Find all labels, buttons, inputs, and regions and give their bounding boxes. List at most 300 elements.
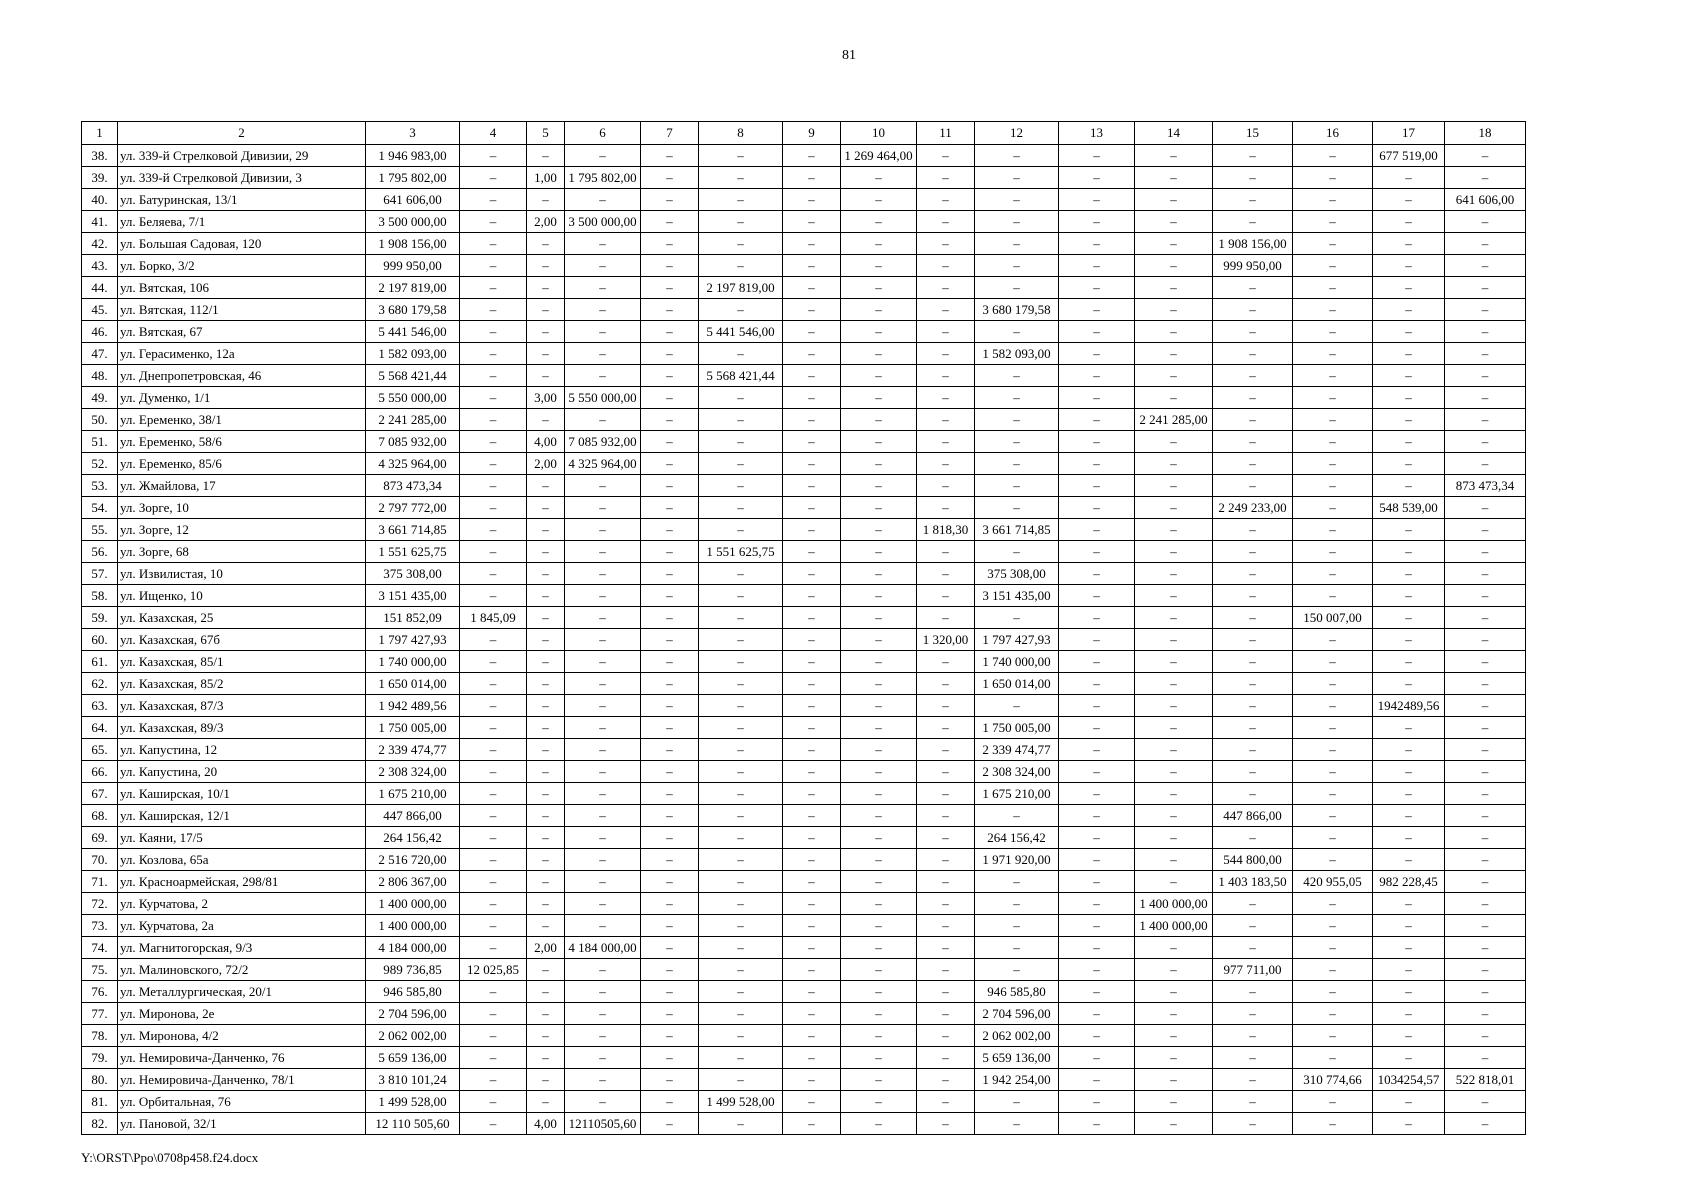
table-cell: 1 551 625,75 [366, 541, 460, 563]
address-cell: ул. Казахская, 87/3 [118, 695, 366, 717]
table-cell: 5 441 546,00 [366, 321, 460, 343]
table-cell: – [783, 321, 841, 343]
table-row [82, 409, 1526, 431]
table-cell: – [460, 233, 527, 255]
table-cell: – [783, 1025, 841, 1047]
table-cell: – [1059, 871, 1135, 893]
table-cell: – [1059, 475, 1135, 497]
table-cell: – [699, 695, 783, 717]
table-cell: – [699, 1069, 783, 1091]
table-cell: – [1135, 761, 1213, 783]
table-row [82, 717, 1526, 739]
table-cell: 1 971 920,00 [975, 849, 1059, 871]
table-cell: – [565, 255, 641, 277]
table-cell: – [699, 673, 783, 695]
table-cell: – [641, 981, 699, 1003]
table-cell: – [1213, 695, 1293, 717]
table-cell: – [1059, 893, 1135, 915]
table-cell: – [841, 893, 917, 915]
table-cell: – [1445, 761, 1526, 783]
table-cell: – [1135, 453, 1213, 475]
table-cell: – [1373, 233, 1445, 255]
table-cell: – [699, 783, 783, 805]
address-cell: ул. Красноармейская, 298/81 [118, 871, 366, 893]
data-table [81, 121, 1526, 1135]
table-cell: – [699, 761, 783, 783]
table-cell: – [1059, 915, 1135, 937]
table-cell: – [1445, 233, 1526, 255]
table-cell: – [1373, 1003, 1445, 1025]
table-cell: – [1213, 321, 1293, 343]
table-cell: 82. [82, 1113, 118, 1135]
table-cell: – [1213, 893, 1293, 915]
table-cell: – [527, 563, 565, 585]
table-cell: – [1293, 717, 1373, 739]
table-cell: 641 606,00 [366, 189, 460, 211]
table-cell: – [917, 365, 975, 387]
table-cell: – [1445, 981, 1526, 1003]
table-cell: 447 866,00 [366, 805, 460, 827]
table-cell: – [1059, 761, 1135, 783]
table-cell: – [783, 1069, 841, 1091]
table-cell: – [460, 541, 527, 563]
table-cell: – [1213, 475, 1293, 497]
address-cell: ул. Зорге, 12 [118, 519, 366, 541]
table-cell: – [841, 519, 917, 541]
table-cell: – [699, 805, 783, 827]
column-header: 11 [917, 122, 975, 145]
table-cell: – [783, 343, 841, 365]
table-cell: – [565, 541, 641, 563]
table-cell: 2 339 474,77 [366, 739, 460, 761]
table-cell: – [975, 409, 1059, 431]
table-cell: – [699, 431, 783, 453]
table-cell: 989 736,85 [366, 959, 460, 981]
table-cell: – [1135, 717, 1213, 739]
table-cell: – [527, 321, 565, 343]
table-cell: – [565, 871, 641, 893]
table-cell: 1 908 156,00 [366, 233, 460, 255]
table-cell: 68. [82, 805, 118, 827]
table-cell: – [699, 893, 783, 915]
table-cell: – [641, 321, 699, 343]
table-cell: 38. [82, 145, 118, 167]
table-cell: – [699, 629, 783, 651]
table-cell: – [1059, 673, 1135, 695]
table-cell: – [1373, 431, 1445, 453]
table-cell: – [841, 629, 917, 651]
table-cell: – [1059, 1003, 1135, 1025]
table-cell: – [460, 167, 527, 189]
table-row [82, 321, 1526, 343]
table-cell: – [917, 607, 975, 629]
column-header: 4 [460, 122, 527, 145]
table-cell: – [527, 827, 565, 849]
table-cell: – [1059, 497, 1135, 519]
table-cell: – [841, 783, 917, 805]
table-cell: – [527, 893, 565, 915]
table-cell: 1 320,00 [917, 629, 975, 651]
table-row [82, 519, 1526, 541]
table-cell: – [460, 299, 527, 321]
table-cell: – [641, 497, 699, 519]
table-row [82, 563, 1526, 585]
table-cell: 1 818,30 [917, 519, 975, 541]
table-cell: – [641, 915, 699, 937]
table-cell: – [699, 475, 783, 497]
table-row [82, 211, 1526, 233]
column-header: 9 [783, 122, 841, 145]
table-cell: – [1293, 915, 1373, 937]
table-cell: 544 800,00 [1213, 849, 1293, 871]
table-cell: – [1373, 981, 1445, 1003]
table-cell: 1034254,57 [1373, 1069, 1445, 1091]
table-cell: – [1135, 695, 1213, 717]
table-cell: 62. [82, 673, 118, 695]
table-cell: – [641, 167, 699, 189]
table-cell: 1 400 000,00 [1135, 893, 1213, 915]
table-cell: – [641, 277, 699, 299]
table-cell: – [783, 255, 841, 277]
table-cell: – [917, 233, 975, 255]
table-cell: 5 659 136,00 [366, 1047, 460, 1069]
table-cell: – [460, 585, 527, 607]
table-cell: – [460, 761, 527, 783]
table-cell: 64. [82, 717, 118, 739]
table-cell: – [527, 1047, 565, 1069]
table-cell: – [460, 1003, 527, 1025]
table-cell: – [917, 981, 975, 1003]
table-cell: 61. [82, 651, 118, 673]
table-cell: – [460, 321, 527, 343]
table-cell: – [841, 475, 917, 497]
table-cell: – [565, 651, 641, 673]
table-cell: – [1445, 1091, 1526, 1113]
table-cell: – [699, 409, 783, 431]
table-cell: – [917, 255, 975, 277]
table-cell: – [841, 299, 917, 321]
table-cell: – [1293, 365, 1373, 387]
address-cell: ул. Еременко, 85/6 [118, 453, 366, 475]
table-cell: – [841, 1003, 917, 1025]
table-cell: – [699, 497, 783, 519]
table-cell: – [527, 255, 565, 277]
table-cell: – [641, 651, 699, 673]
table-cell: – [975, 893, 1059, 915]
table-cell: – [699, 563, 783, 585]
table-cell: – [841, 739, 917, 761]
table-cell: 447 866,00 [1213, 805, 1293, 827]
table-cell: – [1059, 409, 1135, 431]
table-row [82, 629, 1526, 651]
table-cell: – [917, 321, 975, 343]
table-cell: – [527, 981, 565, 1003]
table-cell: – [1213, 145, 1293, 167]
table-cell: – [975, 211, 1059, 233]
table-cell: – [1135, 805, 1213, 827]
table-row [82, 761, 1526, 783]
table-cell: – [527, 585, 565, 607]
table-cell: – [1373, 849, 1445, 871]
table-cell: – [841, 1025, 917, 1047]
address-cell: ул. Зорге, 10 [118, 497, 366, 519]
table-cell: – [1293, 981, 1373, 1003]
table-cell: – [527, 805, 565, 827]
table-cell: – [565, 299, 641, 321]
table-cell: – [527, 343, 565, 365]
table-cell: – [975, 959, 1059, 981]
table-cell: 73. [82, 915, 118, 937]
table-cell: – [841, 453, 917, 475]
table-cell: 77. [82, 1003, 118, 1025]
table-cell: – [1373, 805, 1445, 827]
address-cell: ул. Батуринская, 13/1 [118, 189, 366, 211]
table-cell: 2,00 [527, 453, 565, 475]
table-cell: – [917, 827, 975, 849]
table-cell: – [841, 673, 917, 695]
table-cell: 43. [82, 255, 118, 277]
table-cell: – [783, 761, 841, 783]
table-cell: – [917, 1003, 975, 1025]
table-cell: – [460, 849, 527, 871]
table-cell: – [1373, 255, 1445, 277]
table-cell: – [1445, 717, 1526, 739]
table-cell: – [1135, 871, 1213, 893]
table-cell: – [460, 211, 527, 233]
table-cell: – [1445, 783, 1526, 805]
table-cell: – [699, 717, 783, 739]
table-cell: 1 797 427,93 [975, 629, 1059, 651]
table-cell: – [460, 1025, 527, 1047]
table-row [82, 607, 1526, 629]
table-cell: – [917, 277, 975, 299]
table-cell: – [1445, 651, 1526, 673]
table-cell: 1 400 000,00 [366, 915, 460, 937]
column-header: 5 [527, 122, 565, 145]
table-cell: 75. [82, 959, 118, 981]
table-cell: – [1213, 343, 1293, 365]
table-cell: 946 585,80 [366, 981, 460, 1003]
table-cell: – [1213, 299, 1293, 321]
table-cell: – [527, 233, 565, 255]
table-cell: – [1135, 277, 1213, 299]
table-cell: – [1059, 321, 1135, 343]
table-cell: – [1059, 937, 1135, 959]
table-cell: – [1293, 299, 1373, 321]
table-cell: – [460, 629, 527, 651]
table-cell: – [917, 431, 975, 453]
table-cell: – [460, 871, 527, 893]
table-cell: 420 955,05 [1293, 871, 1373, 893]
table-cell: – [783, 211, 841, 233]
table-cell: – [1373, 563, 1445, 585]
table-cell: 522 818,01 [1445, 1069, 1526, 1091]
table-cell: – [641, 211, 699, 233]
column-header: 10 [841, 122, 917, 145]
table-cell: – [841, 607, 917, 629]
table-row [82, 783, 1526, 805]
table-cell: – [1059, 365, 1135, 387]
table-cell: – [1213, 1091, 1293, 1113]
table-cell: – [641, 1047, 699, 1069]
table-cell: 39. [82, 167, 118, 189]
table-cell: 1 795 802,00 [366, 167, 460, 189]
table-cell: – [1213, 409, 1293, 431]
table-cell: – [1373, 893, 1445, 915]
table-cell: – [975, 277, 1059, 299]
table-cell: – [783, 1113, 841, 1135]
table-row [82, 959, 1526, 981]
table-cell: – [699, 211, 783, 233]
table-cell: – [1213, 167, 1293, 189]
table-cell: 49. [82, 387, 118, 409]
table-cell: – [975, 497, 1059, 519]
table-cell: – [841, 497, 917, 519]
table-cell: – [1445, 343, 1526, 365]
address-cell: ул. Курчатова, 2 [118, 893, 366, 915]
table-cell: 56. [82, 541, 118, 563]
table-cell: 982 228,45 [1373, 871, 1445, 893]
table-cell: – [460, 915, 527, 937]
table-cell: – [783, 673, 841, 695]
table-cell: 71. [82, 871, 118, 893]
table-cell: 44. [82, 277, 118, 299]
table-cell: – [527, 299, 565, 321]
table-cell: – [917, 673, 975, 695]
table-cell: – [641, 1003, 699, 1025]
table-cell: – [699, 827, 783, 849]
address-cell: ул. Еременко, 58/6 [118, 431, 366, 453]
table-cell: – [1213, 651, 1293, 673]
table-cell: – [917, 189, 975, 211]
address-cell: ул. Думенко, 1/1 [118, 387, 366, 409]
table-cell: 50. [82, 409, 118, 431]
table-cell: – [1445, 893, 1526, 915]
table-cell: – [641, 607, 699, 629]
table-cell: – [1445, 321, 1526, 343]
table-cell: – [783, 167, 841, 189]
table-cell: – [641, 893, 699, 915]
table-cell: – [1293, 563, 1373, 585]
table-cell: 4 325 964,00 [366, 453, 460, 475]
table-cell: – [699, 871, 783, 893]
table-cell: – [841, 343, 917, 365]
address-cell: ул. Извилистая, 10 [118, 563, 366, 585]
table-cell: – [1059, 563, 1135, 585]
table-header-row [82, 122, 1526, 145]
table-cell: – [1445, 299, 1526, 321]
table-cell: 53. [82, 475, 118, 497]
table-cell: – [460, 1047, 527, 1069]
table-cell: 2,00 [527, 211, 565, 233]
table-cell: – [1059, 717, 1135, 739]
table-cell: – [783, 541, 841, 563]
table-cell: – [1373, 915, 1445, 937]
table-row [82, 541, 1526, 563]
table-cell: – [1373, 1025, 1445, 1047]
table-cell: 12110505,60 [565, 1113, 641, 1135]
table-cell: – [917, 409, 975, 431]
address-cell: ул. Борко, 3/2 [118, 255, 366, 277]
table-cell: 46. [82, 321, 118, 343]
table-cell: 4,00 [527, 431, 565, 453]
table-row [82, 1091, 1526, 1113]
table-cell: – [975, 431, 1059, 453]
table-cell: – [783, 1091, 841, 1113]
table-cell: – [527, 497, 565, 519]
table-cell: – [1445, 365, 1526, 387]
table-cell: – [975, 805, 1059, 827]
table-cell: 3 661 714,85 [975, 519, 1059, 541]
table-row [82, 453, 1526, 475]
table-cell: – [699, 607, 783, 629]
table-cell: – [1059, 805, 1135, 827]
table-cell: – [917, 475, 975, 497]
table-cell: – [783, 189, 841, 211]
table-row [82, 893, 1526, 915]
table-cell: 4 184 000,00 [565, 937, 641, 959]
table-cell: – [783, 431, 841, 453]
table-cell: – [783, 937, 841, 959]
table-row [82, 189, 1526, 211]
table-cell: – [783, 827, 841, 849]
table-cell: 12 025,85 [460, 959, 527, 981]
table-cell: – [527, 629, 565, 651]
table-cell: – [1445, 915, 1526, 937]
address-cell: ул. Казахская, 85/2 [118, 673, 366, 695]
table-cell: – [917, 453, 975, 475]
table-cell: – [641, 519, 699, 541]
table-cell: 78. [82, 1025, 118, 1047]
table-cell: – [1445, 1003, 1526, 1025]
table-cell: – [1059, 541, 1135, 563]
table-cell: 1 750 005,00 [366, 717, 460, 739]
table-cell: 59. [82, 607, 118, 629]
table-cell: 2,00 [527, 937, 565, 959]
table-cell: – [917, 717, 975, 739]
table-cell: – [841, 409, 917, 431]
table-cell: – [783, 959, 841, 981]
table-cell: 1 675 210,00 [975, 783, 1059, 805]
table-cell: – [1135, 673, 1213, 695]
table-cell: – [917, 563, 975, 585]
table-cell: – [1135, 255, 1213, 277]
table-cell: 5 550 000,00 [565, 387, 641, 409]
table-cell: – [641, 959, 699, 981]
address-cell: ул. Вятская, 106 [118, 277, 366, 299]
table-cell: – [1059, 1047, 1135, 1069]
table-cell: – [699, 255, 783, 277]
table-cell: – [460, 717, 527, 739]
table-cell: 977 711,00 [1213, 959, 1293, 981]
table-cell: – [1059, 519, 1135, 541]
table-cell: – [1293, 167, 1373, 189]
table-cell: – [699, 937, 783, 959]
table-cell: 1 400 000,00 [1135, 915, 1213, 937]
table-cell: – [1135, 145, 1213, 167]
table-cell: – [1059, 211, 1135, 233]
table-cell: 999 950,00 [366, 255, 460, 277]
table-cell: – [1059, 255, 1135, 277]
table-cell: 2 308 324,00 [975, 761, 1059, 783]
table-cell: – [1135, 167, 1213, 189]
table-cell: – [1213, 673, 1293, 695]
address-cell: ул. Еременко, 38/1 [118, 409, 366, 431]
table-cell: – [527, 915, 565, 937]
table-cell: – [699, 145, 783, 167]
table-row [82, 1003, 1526, 1025]
table-cell: 946 585,80 [975, 981, 1059, 1003]
